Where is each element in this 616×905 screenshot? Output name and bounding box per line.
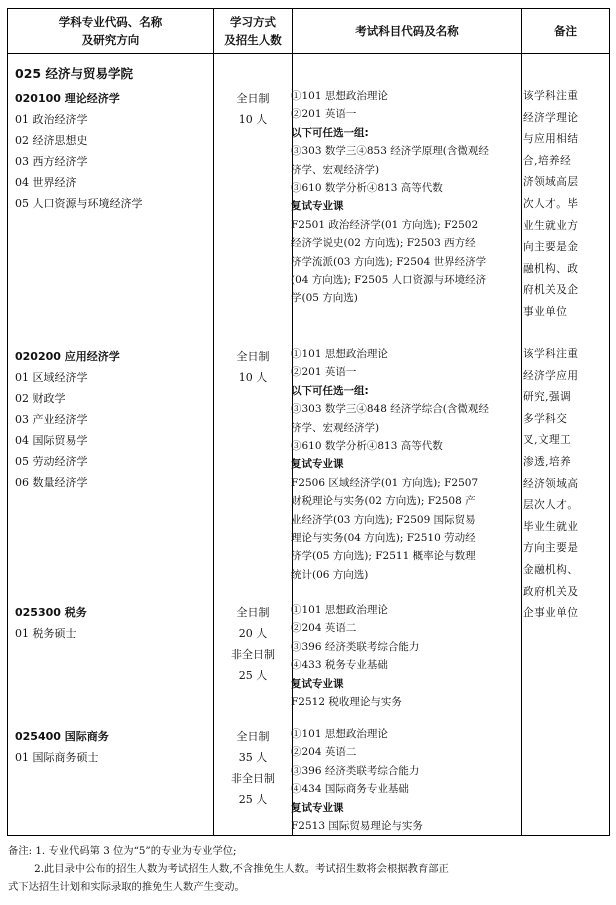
remark-line: 与应用相结: [523, 133, 579, 146]
enrollment-line: 10 人: [238, 113, 268, 126]
major-title: [15, 602, 87, 623]
major-remark: [523, 344, 603, 625]
enrollment-line: 10 人: [238, 371, 268, 384]
exam-subject-line: F2512 税收理论与实务: [291, 696, 402, 709]
header-exam: 考试科目代码及名称: [293, 9, 522, 54]
table-header-row: [8, 9, 610, 54]
major-name: 应用经济学: [64, 350, 120, 363]
remark-line: 渗透,培养: [523, 455, 572, 468]
exam-subject-line: 济学流派(03 方向选); F2504 世界经济学: [291, 255, 487, 268]
remark-line: 合,培养经: [523, 154, 572, 167]
exam-subject-line: ②201 英语一: [291, 366, 357, 379]
exam-subject-line: ②204 英语二: [291, 746, 357, 759]
remark-line: 向主要是金: [523, 241, 579, 254]
research-direction: 02 财政学: [15, 392, 66, 405]
exam-subject-line: 济学(05 方向选); F2511 概率论与数理: [291, 550, 476, 563]
enrollment-line: 25 人: [238, 793, 268, 806]
enrollment-line: 20 人: [238, 627, 268, 640]
research-direction: 01 区域经济学: [15, 371, 88, 384]
major-code: 020100: [15, 92, 61, 105]
research-direction: 01 政治经济学: [15, 113, 88, 126]
research-direction: 04 国际贸易学: [15, 434, 88, 447]
remark-line: 该学科注重: [523, 90, 579, 102]
exam-subject-line: F2506 区域经济学(01 方向选); F2507: [291, 476, 479, 489]
major-name: 税务: [64, 606, 87, 619]
exam-subject-line: ②201 英语一: [291, 108, 357, 121]
exam-subject-line: ③610 数学分析④813 高等代数: [291, 440, 443, 453]
research-direction: 02 经济思想史: [15, 134, 88, 147]
enrollment-line: 25 人: [238, 669, 268, 682]
major-name: 理论经济学: [64, 92, 120, 105]
enrollment-info: [220, 88, 286, 130]
exam-subject-line: ③303 数学三④853 经济学原理(含微观经: [291, 145, 489, 158]
exam-subject-line: 济学、宏观经济学): [291, 421, 380, 434]
footnotes: [8, 842, 608, 896]
exam-group-heading: 以下可任选一组:: [291, 384, 369, 397]
exam-subject-line: ②204 英语二: [291, 622, 357, 635]
enrollment-column: [214, 54, 293, 836]
footnote-3: 式下达招生计划和实际录取的推免生人数产生变动。: [8, 881, 245, 893]
enrollment-line: 非全日制: [231, 772, 275, 785]
remark-line: 经济学应用: [523, 369, 579, 382]
header-enrollment: [214, 9, 293, 54]
major-title: [15, 726, 109, 747]
exam-subject-line: ④433 税务专业基础: [291, 659, 388, 672]
exam-subject-line: ①101 思想政治理论: [291, 90, 388, 102]
exam-group-heading: 复试专业课: [291, 801, 344, 814]
exam-subject-line: F2501 政治经济学(01 方向选); F2502: [291, 218, 479, 231]
remark-line: 方向主要是: [523, 542, 579, 555]
remark-line: 层次人才。: [523, 499, 579, 512]
exam-subject-line: ④434 国际商务专业基础: [291, 783, 409, 796]
enrollment-info: [220, 346, 286, 388]
research-direction: 03 西方经济学: [15, 155, 88, 168]
exam-subject-line: ③610 数学分析④813 高等代数: [291, 182, 443, 195]
header-enrollment-line1: 学习方式: [230, 15, 276, 29]
exam-subject-line: 理论与实务(04 方向选); F2510 劳动经: [291, 532, 476, 545]
exam-subjects: [291, 601, 515, 711]
exam-group-heading: 复试专业课: [291, 677, 344, 690]
exam-subject-line: 统计(06 方向选): [291, 568, 369, 581]
footnote-2: 2.此目录中公布的招生人数为考试招生人数,不含推免生人数。考试招生数将会根据教育部正: [8, 863, 449, 875]
remark-line: 多学科交: [523, 412, 568, 425]
major-block: [15, 346, 120, 493]
major-code: 020200: [15, 350, 61, 363]
research-direction: 06 数量经济学: [15, 476, 88, 489]
major-remark: [523, 86, 603, 324]
exam-subject-line: ①101 思想政治理论: [291, 604, 388, 616]
footnote-1: 备注: 1. 专业代码第 3 位为“5”的专业为专业学位;: [8, 845, 237, 857]
major-code: 025300: [15, 606, 61, 619]
exam-subject-line: ①101 思想政治理论: [291, 728, 388, 740]
header-enrollment-line2: 及招生人数: [224, 33, 282, 47]
exam-subject-line: F2513 国际贸易理论与实务: [291, 820, 423, 833]
major-title: [15, 346, 120, 367]
major-code: 025400: [15, 730, 61, 743]
exam-subject-line: 学(05 方向选): [291, 292, 358, 305]
remark-line: 金融机构、: [523, 563, 579, 576]
research-direction: 01 税务硕士: [15, 627, 77, 640]
research-direction: 05 劳动经济学: [15, 455, 88, 468]
header-major: [8, 9, 214, 54]
enrollment-line: 全日制: [236, 92, 270, 105]
research-direction: 01 国际商务硕士: [15, 751, 99, 764]
enrollment-line: 全日制: [236, 730, 270, 743]
exam-subjects: [291, 345, 515, 584]
exam-subjects: [291, 87, 515, 308]
exam-group-heading: 复试专业课: [291, 200, 344, 213]
exam-subject-line: 财税理论与实务(02 方向选); F2508 产: [291, 495, 476, 508]
header-major-line2: 及研究方向: [81, 33, 140, 47]
remark-line: 次人才。毕: [523, 197, 579, 210]
exam-subject-line: ③396 经济类联考综合能力: [291, 764, 420, 777]
remark-line: 政府机关及: [523, 585, 579, 598]
enrollment-info: [220, 726, 286, 810]
major-block: [15, 88, 143, 214]
major-title: [15, 88, 143, 109]
remark-line: 叉,文理工: [523, 434, 572, 447]
enrollment-line: 非全日制: [231, 648, 275, 661]
remark-line: 事业单位: [523, 305, 568, 318]
enrollment-line: 35 人: [238, 751, 268, 764]
remark-line: 业生就业方: [523, 219, 579, 232]
major-block: [15, 602, 87, 644]
remark-line: 府机关及企: [523, 284, 579, 297]
exam-subject-line: 经济学说史(02 方向选); F2503 西方经: [291, 237, 476, 250]
exam-subjects: [291, 725, 515, 835]
enrollment-info: [220, 602, 286, 686]
exam-subject-line: ③396 经济类联考综合能力: [291, 640, 420, 653]
header-major-line1: 学科专业代码、名称: [58, 15, 163, 29]
remark-line: 融机构、政: [523, 262, 579, 275]
remark-line: 济领域高层: [523, 176, 579, 189]
exam-subject-line: ①101 思想政治理论: [291, 348, 388, 360]
remark-line: 该学科注重: [523, 348, 579, 360]
exam-group-heading: 以下可任选一组:: [291, 126, 369, 139]
exam-subject-line: 业经济学(03 方向选); F2509 国际贸易: [291, 513, 476, 526]
enrollment-line: 全日制: [236, 606, 270, 619]
enrollment-line: 全日制: [236, 350, 270, 363]
remark-line: 经济学理论: [523, 111, 579, 124]
major-block: [15, 726, 109, 768]
school-title: 025 经济与贸易学院: [15, 66, 133, 81]
header-remark: 备注: [522, 9, 610, 54]
research-direction: 03 产业经济学: [15, 413, 88, 426]
remark-line: 企事业单位: [523, 607, 579, 620]
exam-subject-line: (04 方向选); F2505 人口资源与环境经济: [291, 274, 487, 287]
remark-line: 研究,强调: [523, 391, 572, 404]
exam-group-heading: 复试专业课: [291, 458, 344, 471]
research-direction: 04 世界经济: [15, 176, 77, 189]
major-name: 国际商务: [64, 730, 109, 743]
remark-line: 经济领域高: [523, 477, 579, 490]
remark-line: 毕业生就业: [523, 520, 579, 533]
exam-subject-line: ③303 数学三④848 经济学综合(含微观经: [291, 403, 489, 416]
exam-subject-line: 济学、宏观经济学): [291, 163, 380, 176]
research-direction: 05 人口资源与环境经济学: [15, 197, 143, 210]
